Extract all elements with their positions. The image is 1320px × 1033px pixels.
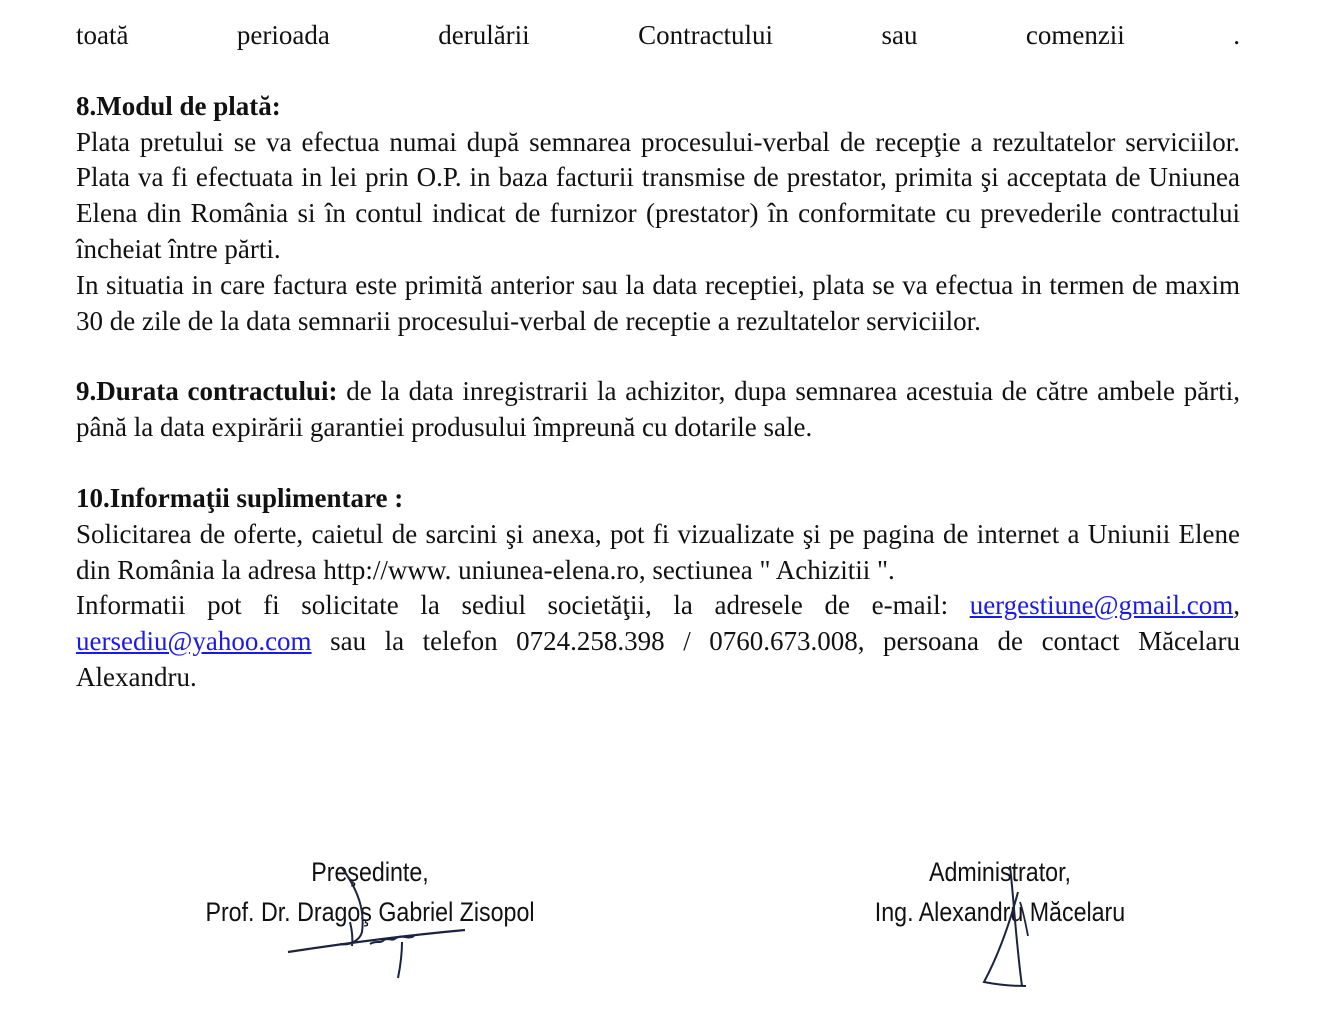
contact-phone-text: sau la telefon 0724.258.398 / 0760.673.008, persoana de contact Măcelaru Alexandru. — [76, 626, 1240, 692]
word: comenzii — [1025, 20, 1125, 50]
word: derulării — [438, 20, 530, 50]
word: sau — [881, 20, 918, 50]
section-10-paragraph-2 — [76, 588, 1240, 695]
section-10 — [76, 481, 1240, 696]
section-10-heading: 10.Informaţii suplimentare : — [76, 482, 404, 513]
administrator-name: Ing. Alexandru Măcelaru — [874, 897, 1126, 927]
word: Contractului — [638, 20, 774, 50]
section-9-text: de la data inregistrarii la achizitor, dupa semnarea acestuia de către ambele părti, până la data expirării garantiei produsului împreună cu dotarile sale. — [76, 376, 1240, 443]
contact-separator: , — [1233, 590, 1240, 621]
section-9 — [76, 374, 1240, 446]
section-8-heading: 8.Modul de plată: — [76, 90, 281, 121]
section-8-paragraph-1: Plata pretului se va efectua numai după semnarea procesului-verbal de recepţie a rezultatelor serviciilor. Plata va fi efectuata in lei prin O.P. in baza facturii transmise de prestator, primita şi acceptata de Uniunea Elena din România si în contul indicat de furnizor (prestator) în conformitate cu prevederile contractului încheiat între părti. — [76, 126, 1240, 264]
continuation-line — [76, 18, 1240, 54]
email-link-gestiune[interactable]: uergestiune@gmail.com — [969, 590, 1234, 621]
word: . — [1233, 20, 1240, 50]
section-9-heading: 9.Durata contractului: — [76, 376, 338, 407]
administrator-signature-icon — [970, 862, 1060, 992]
president-name: Prof. Dr. Dragoş Gabriel Zisopol — [205, 897, 535, 927]
document-body — [76, 18, 1240, 696]
section-9-paragraph — [76, 374, 1240, 446]
president-title: Preşedinte, — [311, 857, 429, 887]
administrator-title: Administrator, — [929, 857, 1071, 887]
word: toată — [76, 20, 129, 50]
section-8 — [76, 89, 1240, 340]
email-link-sediu[interactable]: uersediu@yahoo.com — [76, 626, 312, 657]
section-10-paragraph-1: Solicitarea de oferte, caietul de sarcini şi anexa, pot fi vizualizate şi pe pagina de internet a Uniunii Elene din România la adresa http://www. uniunea-elena.ro, sectiunea " Achizitii ". — [76, 518, 1240, 585]
contact-text: Informatii pot fi solicitate la sediul societăţii, la adresele de e-mail: — [76, 590, 970, 621]
section-8-paragraph-2: In situatia in care factura este primită anterior sau la data receptiei, plata se va efectua in termen de maxim 30 de zile de la data semnarii procesului-verbal de receptie a rezultatelor serviciilor. — [76, 269, 1240, 336]
president-signature-icon — [280, 860, 480, 990]
word: perioada — [236, 20, 330, 50]
